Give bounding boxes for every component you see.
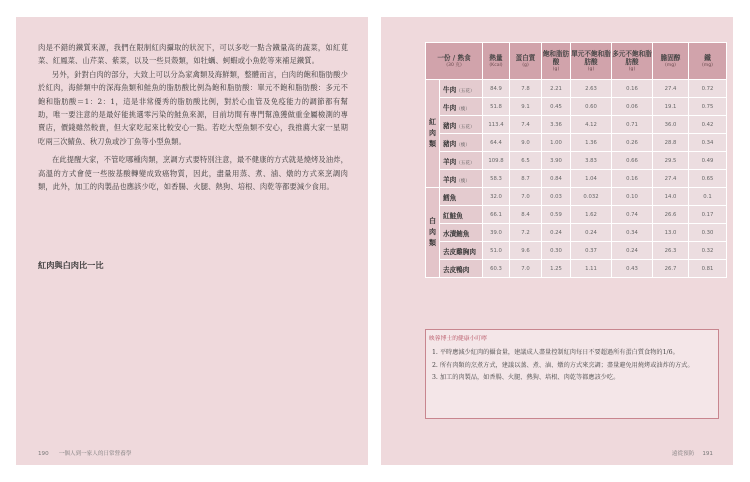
table-cell: 28.8 — [653, 134, 689, 152]
table-cell: 64.4 — [483, 134, 510, 152]
tips-list — [432, 347, 714, 385]
table-cell: 27.4 — [653, 170, 689, 188]
table-cell: 26.7 — [653, 260, 689, 278]
table-cell: 2.21 — [542, 80, 571, 98]
table-cell: 8.4 — [510, 206, 542, 224]
body-text — [38, 41, 348, 193]
right-footer — [664, 449, 713, 457]
table-cell: 0.66 — [612, 152, 653, 170]
paragraph-2: 另外，針對白肉的部分，大致上可以分為家禽類及海鮮類，整體而言，白肉的飽和脂肪酸少於紅肉，海鮮類中的深海魚類和鮭魚的脂肪酸比例為飽和脂肪酸：單元不飽和脂肪酸：多元不飽和脂肪酸＝1：2：1，這是非常優秀的脂肪酸比例，對於心血管及免疫能力的調節都有幫助，唯一要注意的是最好能挑選零污染的鮭魚來源，目前坊間有專門幫漁獲做重金屬檢測的專賣店，價錢雖然較貴，但大家吃起來比較安心一點。若吃大型魚類不安心，我推薦大家一星期吃兩三次鯖魚、秋刀魚或沙丁魚等小型魚類。 — [38, 69, 348, 146]
tips-title: 映蓉博士的健康小叮嚀 — [429, 336, 487, 342]
header-poly-fat: 多元不飽和脂肪酸 (g) — [612, 43, 653, 80]
table-cell: 0.75 — [689, 98, 727, 116]
table-cell: 9.1 — [510, 98, 542, 116]
category-label: 紅 肉 類 — [426, 80, 440, 188]
category-label: 白 肉 類 — [426, 188, 440, 278]
table-cell: 2.63 — [571, 80, 612, 98]
table-cell: 26.6 — [653, 206, 689, 224]
table-cell: 0.26 — [612, 134, 653, 152]
page-number-left: 190 — [38, 451, 49, 457]
food-name: 羊肉（瘦） — [440, 170, 483, 188]
table-cell: 1.62 — [571, 206, 612, 224]
table-cell: 26.3 — [653, 242, 689, 260]
table-cell: 0.24 — [571, 224, 612, 242]
table-cell: 32.0 — [483, 188, 510, 206]
table-cell: 0.37 — [571, 242, 612, 260]
table-cell: 0.032 — [571, 188, 612, 206]
table-cell: 0.10 — [612, 188, 653, 206]
food-name: 紅鮭魚 — [440, 206, 483, 224]
section-heading: 紅肉與白肉比一比 — [38, 260, 104, 270]
book-title: 一個人到一家人的日常營養學 — [58, 451, 132, 457]
table-body — [426, 80, 727, 278]
header-iron: 鐵 (mg) — [689, 43, 727, 80]
table-cell: 39.0 — [483, 224, 510, 242]
tip-item: 1. 平時應減少紅肉的攝食量，建議成人盡量控制紅肉每日不要超過所有蛋白質食物的1/6。 — [432, 349, 679, 356]
table-cell: 0.24 — [612, 242, 653, 260]
section-title: 遠從預防 — [671, 451, 695, 457]
table-cell: 84.9 — [483, 80, 510, 98]
table-cell: 0.30 — [689, 224, 727, 242]
table-cell: 51.8 — [483, 98, 510, 116]
table-row — [426, 134, 727, 152]
food-name: 牛肉（瘦） — [440, 98, 483, 116]
table-cell: 0.65 — [689, 170, 727, 188]
table-cell: 0.1 — [689, 188, 727, 206]
table-row — [426, 206, 727, 224]
table-cell: 0.34 — [689, 134, 727, 152]
table-cell: 7.8 — [510, 80, 542, 98]
table-cell: 1.25 — [542, 260, 571, 278]
table-row — [426, 98, 727, 116]
food-name: 去皮雞胸肉 — [440, 242, 483, 260]
page-number-right: 191 — [702, 451, 713, 457]
table-row — [426, 188, 727, 206]
header-mono-fat: 單元不飽和脂肪酸 (g) — [571, 43, 612, 80]
right-page — [381, 17, 733, 465]
table-cell: 27.4 — [653, 80, 689, 98]
tip-item: 2. 所有肉類的烹煮方式，建議以蒸、煮、滷、燉的方式來烹調；盡量避免用燒烤或油炸的方式。 — [432, 361, 694, 369]
header-portion: 一份 / 熟食 (30 克) — [426, 43, 483, 80]
table-cell: 0.03 — [542, 188, 571, 206]
table-cell: 14.0 — [653, 188, 689, 206]
table-row — [426, 170, 727, 188]
tips-box — [425, 329, 719, 419]
food-name: 豬肉（瘦） — [440, 134, 483, 152]
table-cell: 1.04 — [571, 170, 612, 188]
table-cell: 36.0 — [653, 116, 689, 134]
table-cell: 19.1 — [653, 98, 689, 116]
table-cell: 29.5 — [653, 152, 689, 170]
table-row — [426, 260, 727, 278]
table-cell: 7.0 — [510, 260, 542, 278]
left-page — [16, 17, 368, 465]
table-cell: 0.34 — [612, 224, 653, 242]
table-cell: 0.06 — [612, 98, 653, 116]
food-name: 豬肉（五花） — [440, 116, 483, 134]
table-cell: 3.90 — [542, 152, 571, 170]
table-row — [426, 242, 727, 260]
table-cell: 9.6 — [510, 242, 542, 260]
table-cell: 58.3 — [483, 170, 510, 188]
food-name: 水漬鮪魚 — [440, 224, 483, 242]
table-cell: 6.5 — [510, 152, 542, 170]
header-cholesterol: 膽固醇 (mg) — [653, 43, 689, 80]
table-cell: 7.0 — [510, 188, 542, 206]
table-cell: 113.4 — [483, 116, 510, 134]
table-cell: 0.49 — [689, 152, 727, 170]
table-cell: 0.59 — [542, 206, 571, 224]
table-row — [426, 224, 727, 242]
table-cell: 0.81 — [689, 260, 727, 278]
table-cell: 0.16 — [612, 170, 653, 188]
table-cell: 8.7 — [510, 170, 542, 188]
table-cell: 51.0 — [483, 242, 510, 260]
nutrition-table — [425, 42, 727, 278]
table-cell: 7.2 — [510, 224, 542, 242]
food-name: 羊肉（五花） — [440, 152, 483, 170]
header-calories: 熱量 (Kcal) — [483, 43, 510, 80]
table-cell: 0.30 — [542, 242, 571, 260]
paragraph-3: 在此提醒大家，不管吃哪種肉類，烹調方式要特別注意，最不健康的方式就是燒烤及油炸，高溫的方式會使一些胺基酸轉變成致癌物質，因此，盡量用蒸、煮、滷、燉的方式來烹調肉類，此外，加工的肉製品也應該少吃，如香腸、火腿、熱狗、培根、肉乾等都要減少食用。 — [38, 155, 348, 192]
table-row — [426, 80, 727, 98]
food-name: 牛肉（五花） — [440, 80, 483, 98]
table-cell: 1.11 — [571, 260, 612, 278]
table-cell: 60.3 — [483, 260, 510, 278]
tip-item: 3. 加工的肉製品，如香腸、火腿、熱狗、培根、肉乾等都應該少吃。 — [432, 374, 620, 382]
table-cell: 0.42 — [689, 116, 727, 134]
table-cell: 4.12 — [571, 116, 612, 134]
header-saturated-fat: 飽和脂肪酸 (g) — [542, 43, 571, 80]
table-cell: 9.0 — [510, 134, 542, 152]
table-cell: 0.24 — [542, 224, 571, 242]
table-cell: 109.8 — [483, 152, 510, 170]
table-cell: 7.4 — [510, 116, 542, 134]
table-cell: 0.71 — [612, 116, 653, 134]
table-cell: 0.60 — [571, 98, 612, 116]
table-cell: 0.84 — [542, 170, 571, 188]
table-row — [426, 116, 727, 134]
table-cell: 0.16 — [612, 80, 653, 98]
table-cell: 0.74 — [612, 206, 653, 224]
food-name: 去皮鴨肉 — [440, 260, 483, 278]
table-cell: 3.36 — [542, 116, 571, 134]
header-protein: 蛋白質 (g) — [510, 43, 542, 80]
table-header-row — [426, 43, 727, 80]
table-cell: 0.45 — [542, 98, 571, 116]
left-footer — [38, 449, 141, 457]
table-cell: 1.36 — [571, 134, 612, 152]
table-cell: 0.17 — [689, 206, 727, 224]
table-row — [426, 152, 727, 170]
table-cell: 0.72 — [689, 80, 727, 98]
table-cell: 3.83 — [571, 152, 612, 170]
table-cell: 66.1 — [483, 206, 510, 224]
paragraph-1: 肉是不錯的鐵質來源，我們在限制紅肉攝取的狀況下，可以多吃一點含鐵量高的蔬菜，如紅莧菜、紅鳳菜、山芹菜、紫菜，以及一些貝殼類，如牡蠣、蚵蝦或小魚乾等來補足鐵質。 — [38, 43, 348, 66]
table-cell: 13.0 — [653, 224, 689, 242]
food-name: 鱈魚 — [440, 188, 483, 206]
table-cell: 1.00 — [542, 134, 571, 152]
table-cell: 0.43 — [612, 260, 653, 278]
table-cell: 0.32 — [689, 242, 727, 260]
